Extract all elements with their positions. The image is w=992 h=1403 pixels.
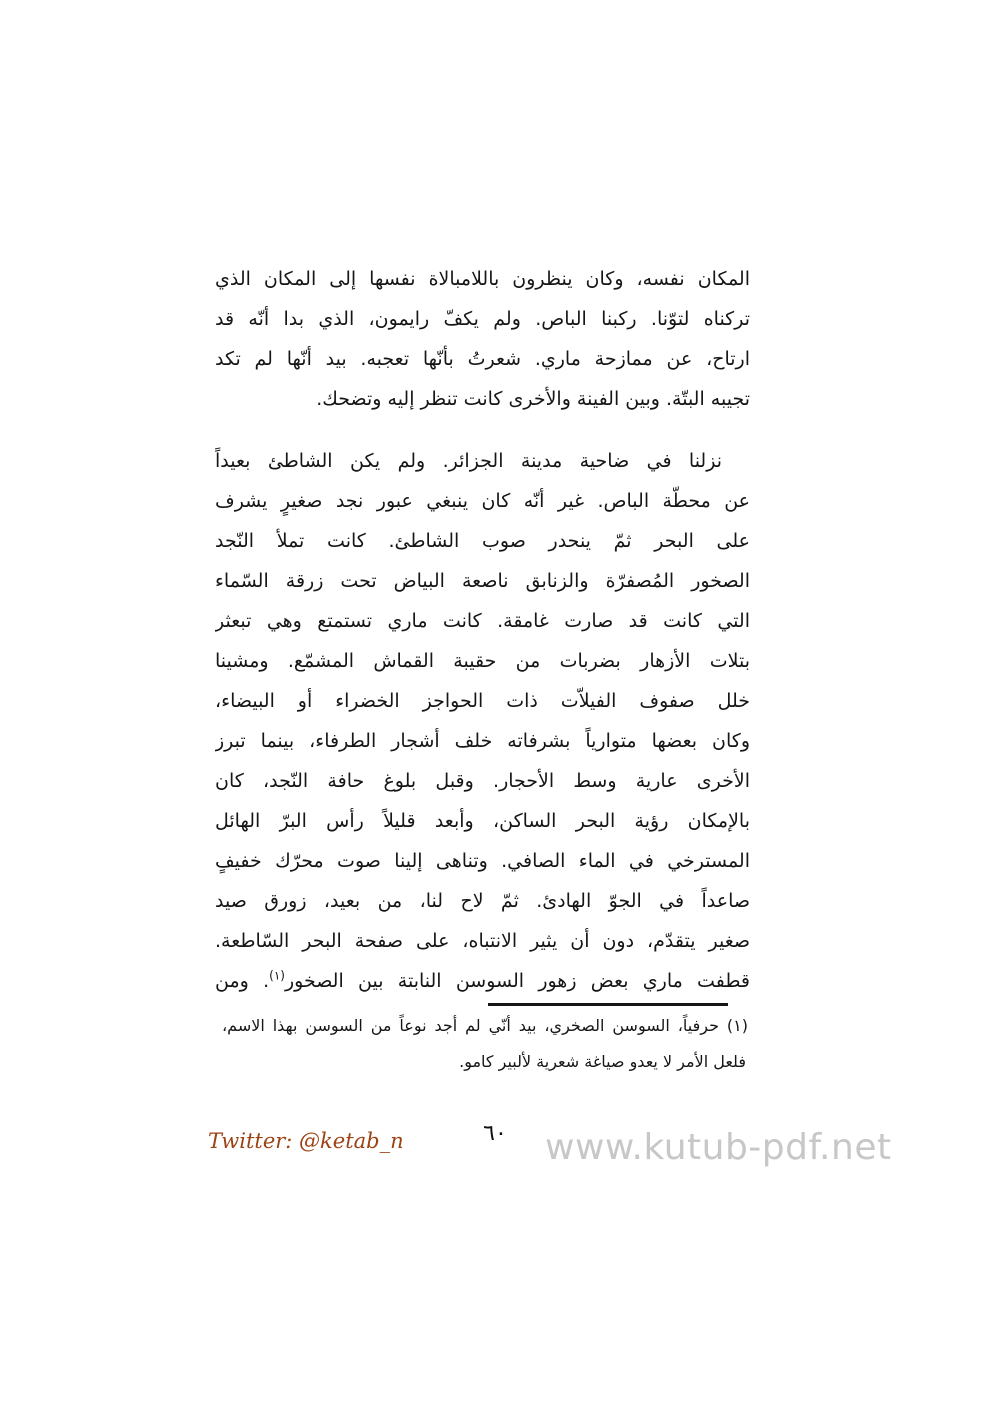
- page-number: ٦٠: [483, 1121, 507, 1146]
- body-line: عن محطّة الباص. غير أنّه كان ينبغي عبور نجد صغيرٍ يشرف: [215, 490, 750, 512]
- body-line: صغير يتقدّم، دون أن يثير الانتباه، على صفحة البحر السّاطعة.: [215, 930, 750, 952]
- body-line: وكان بعضها متوارياً بشرفاته خلف أشجار الطرفاء، بينما تبرز: [215, 730, 750, 752]
- footnote-reference-marker: (١): [269, 968, 285, 983]
- paragraph-1: [215, 259, 750, 419]
- body-line-pre-text: قطفت ماري بعض زهور السوسن النابتة بين الصخور: [284, 970, 750, 992]
- paragraph-2: [215, 441, 750, 1001]
- twitter-credit: Twitter: @ketab_n: [208, 1129, 404, 1153]
- body-line-with-footnote-ref: [215, 961, 750, 1001]
- body-line: نزلنا في ضاحية مدينة الجزائر. ولم يكن الشاطئ بعيداً: [215, 450, 722, 472]
- body-line: التي كانت قد صارت غامقة. كانت ماري تستمتع وهي تبعثر: [215, 610, 750, 632]
- body-line: صاعداً في الجوّ الهادئ. ثمّ لاح لنا، من بعيد، زورق صيد: [215, 890, 750, 912]
- body-line-post-text: . ومن: [215, 970, 270, 992]
- footnote-separator-rule: [488, 1003, 728, 1006]
- body-line: المسترخي في الماء الصافي. وتناهى إلينا صوت محرّك خفيفٍ: [215, 850, 750, 872]
- site-watermark: www.kutub-pdf.net: [545, 1127, 892, 1168]
- body-line: خلل صفوف الفيلاّت ذات الحواجز الخضراء أو البيضاء،: [215, 690, 750, 712]
- body-line: تركناه لتوّنا. ركبنا الباص. ولم يكفّ رايمون، الذي بدا أنّه قد: [215, 308, 750, 330]
- body-line: المكان نفسه، وكان ينظرون باللامبالاة نفسها إلى المكان الذي: [215, 268, 750, 290]
- body-line: بالإمكان رؤية البحر الساكن، وأبعد قليلاً رأس البرّ الهائل: [215, 810, 750, 832]
- footnote-line: (١) حرفياً، السوسن الصخري، بيد أنّي لم أجد نوعاً من السوسن بهذا الاسم،: [222, 1016, 748, 1035]
- body-line: الأخرى عارية وسط الأحجار. وقبل بلوغ حافة النّجد، كان: [215, 770, 750, 792]
- body-line: على البحر ثمّ ينحدر صوب الشاطئ. كانت تملأ النّجد: [215, 530, 750, 552]
- body-line: تجيبه البتّة. وبين الفينة والأخرى كانت تنظر إليه وتضحك.: [316, 388, 750, 410]
- footnote-block: [222, 1008, 748, 1080]
- body-line: ارتاح، عن ممازحة ماري. شعرتُ بأنّها تعجبه. بيد أنّها لم تكد: [215, 348, 750, 370]
- body-line: بتلات الأزهار بضربات من حقيبة القماش المشمّع. ومشينا: [215, 650, 750, 672]
- body-text-block: [215, 259, 750, 1001]
- footnote-line: فلعل الأمر لا يعدو صياغة شعرية لألبير كامو.: [459, 1052, 746, 1071]
- body-line: الصخور المُصفرّة والزنابق ناصعة البياض تحت زرقة السّماء: [215, 570, 750, 592]
